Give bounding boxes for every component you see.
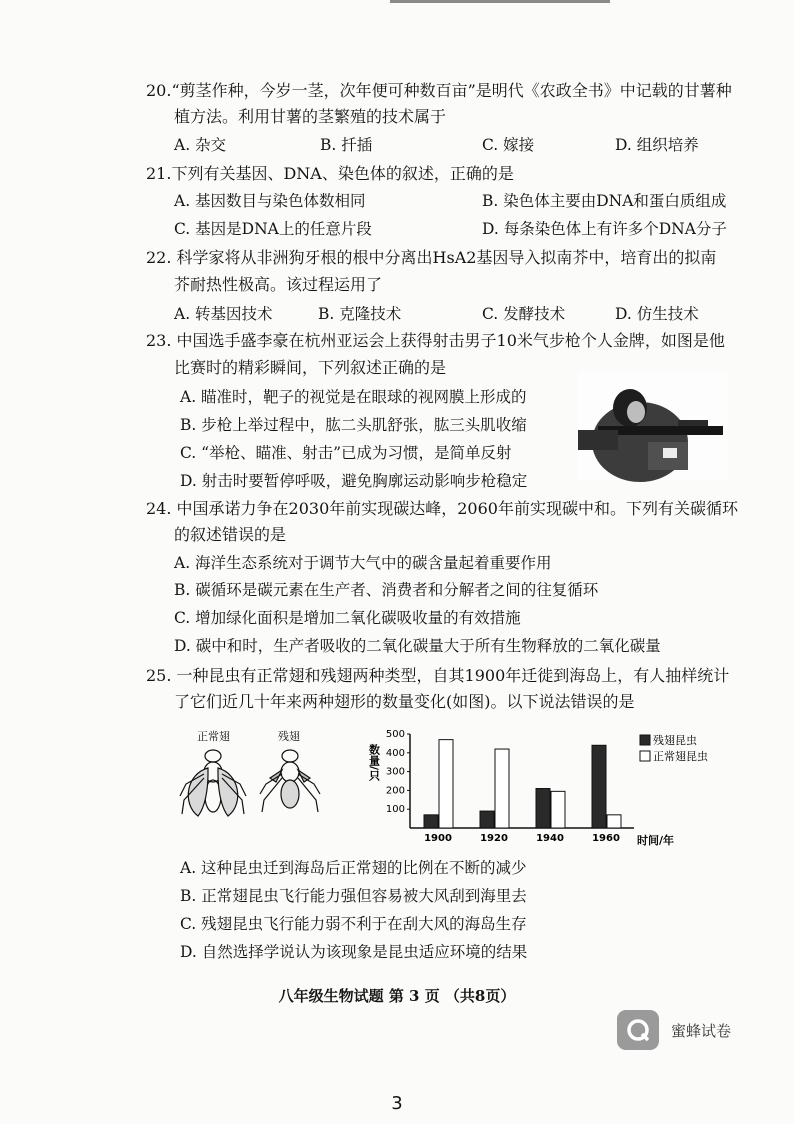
vestigial-bar-1900	[424, 815, 438, 828]
question-23-line1: 23. 中国选手盛李豪在杭州亚运会上获得射击男子10米气步枪个人金牌，如图是他	[146, 331, 725, 350]
question-20-line1: 20.“剪茎作种，今岁一茎，次年便可种数百亩”是明代《农政全书》中记载的甘薯种	[146, 81, 732, 100]
q25-option-a: A. 这种昆虫迁到海岛后正常翅的比例在不断的减少	[180, 859, 527, 877]
q21-option-c: C. 基因是DNA上的任意片段	[174, 220, 372, 238]
q20-option-b: B. 扦插	[320, 136, 373, 154]
q25-option-d: D. 自然选择学说认为该现象是昆虫适应环境的结果	[180, 943, 528, 961]
question-22-line2: 芥耐热性极高。该过程运用了	[174, 275, 383, 294]
q20-option-c: C. 嫁接	[482, 136, 535, 154]
legend-label: 残翅昆虫	[653, 734, 697, 747]
q24-option-c: C. 增加绿化面积是增加二氧化碳吸收量的有效措施	[174, 609, 521, 627]
wing-type-bar-chart	[367, 726, 732, 852]
question-24-line1: 24. 中国承诺力争在2030年前实现碳达峰，2060年前实现碳中和。下列有关碳循环	[146, 499, 738, 518]
q21-option-a: A. 基因数目与染色体数相同	[174, 192, 366, 210]
q22-option-a: A. 转基因技术	[174, 305, 273, 323]
y-axis-label: 数量/只	[367, 744, 381, 782]
vestigial-wing-insect-drawing	[258, 744, 323, 824]
question-21-line1: 21.下列有关基因、DNA、染色体的叙述，正确的是	[146, 164, 514, 183]
q24-option-d: D. 碳中和时，生产者吸收的二氧化碳量大于所有生物释放的二氧化碳量	[174, 637, 661, 655]
y-tick-label: 100	[385, 804, 405, 816]
y-tick-label: 400	[385, 747, 405, 759]
vestigial-wing-label: 残翅	[278, 730, 300, 743]
normal-bar-1920	[495, 749, 509, 828]
q21-option-b: B. 染色体主要由DNA和蛋白质组成	[482, 192, 727, 210]
x-tick-label: 1960	[592, 833, 620, 844]
q23-option-d: D. 射击时要暂停呼吸，避免胸廓运动影响步枪稳定	[180, 472, 528, 490]
shooter-photo	[578, 372, 728, 480]
normal-bar-1940	[551, 791, 565, 828]
page-number: 3	[391, 1093, 403, 1114]
normal-wing-label: 正常翅	[197, 730, 230, 743]
question-24-line2: 的叙述错误的是	[174, 525, 287, 544]
question-20-line2: 植方法。利用甘薯的茎繁殖的技术属于	[174, 107, 447, 126]
watermark-text: 蜜蜂试卷	[671, 1021, 732, 1040]
legend-swatch	[640, 735, 650, 745]
watermark	[617, 1010, 731, 1050]
question-25-line1: 25. 一种昆虫有正常翅和残翅两种类型，自其1900年迁徙到海岛上，有人抽样统计	[146, 666, 730, 685]
q23-option-b: B. 步枪上举过程中，肱二头肌舒张，肱三头肌收缩	[180, 416, 527, 434]
q23-option-c: C. “举枪、瞄准、射击”已成为习惯，是简单反射	[180, 444, 512, 462]
q22-option-d: D. 仿生技术	[615, 305, 699, 323]
q25-option-b: B. 正常翅昆虫飞行能力强但容易被大风刮到海里去	[180, 887, 527, 905]
q21-option-d: D. 每条染色体上有许多个DNA分子	[482, 220, 727, 238]
normal-bar-1960	[607, 815, 621, 828]
scan-top-line	[390, 0, 610, 3]
x-tick-label: 1920	[480, 833, 508, 844]
q22-option-c: C. 发酵技术	[482, 305, 566, 323]
q22-option-b: B. 克隆技术	[318, 305, 402, 323]
question-23-line2: 比赛时的精彩瞬间，下列叙述正确的是	[174, 358, 447, 377]
vestigial-bar-1940	[536, 789, 550, 828]
q20-option-d: D. 组织培养	[615, 136, 699, 154]
y-tick-label: 300	[385, 766, 405, 778]
x-tick-label: 1940	[536, 833, 564, 844]
question-22-line1: 22. 科学家将从非洲狗牙根的根中分离出HsA2基因导入拟南芥中，培育出的拟南	[146, 248, 717, 267]
q23-option-a: A. 瞄准时，靶子的视觉是在眼球的视网膜上形成的	[180, 388, 527, 406]
vestigial-bar-1920	[480, 811, 494, 828]
page-footer: 八年级生物试题 第 3 页 （共8页）	[278, 987, 516, 1005]
y-tick-label: 200	[385, 785, 405, 797]
normal-wing-insect-drawing	[178, 744, 248, 824]
legend-swatch	[640, 751, 650, 761]
x-tick-label: 1900	[424, 833, 452, 844]
normal-bar-1900	[439, 740, 453, 828]
q20-option-a: A. 杂交	[174, 136, 227, 154]
q24-option-a: A. 海洋生态系统对于调节大气中的碳含量起着重要作用	[174, 554, 552, 572]
y-tick-label: 500	[385, 729, 405, 740]
q25-option-c: C. 残翅昆虫飞行能力弱不利于在刮大风的海岛生存	[180, 915, 527, 933]
q24-option-b: B. 碳循环是碳元素在生产者、消费者和分解者之间的往复循环	[174, 581, 599, 599]
x-axis-label: 时间/年	[637, 834, 675, 847]
legend-label: 正常翅昆虫	[653, 750, 708, 763]
bee-logo-icon	[617, 1010, 659, 1050]
vestigial-bar-1960	[592, 745, 606, 828]
question-25-line2: 了它们近几十年来两种翅形的数量变化(如图)。以下说法错误的是	[174, 692, 635, 711]
